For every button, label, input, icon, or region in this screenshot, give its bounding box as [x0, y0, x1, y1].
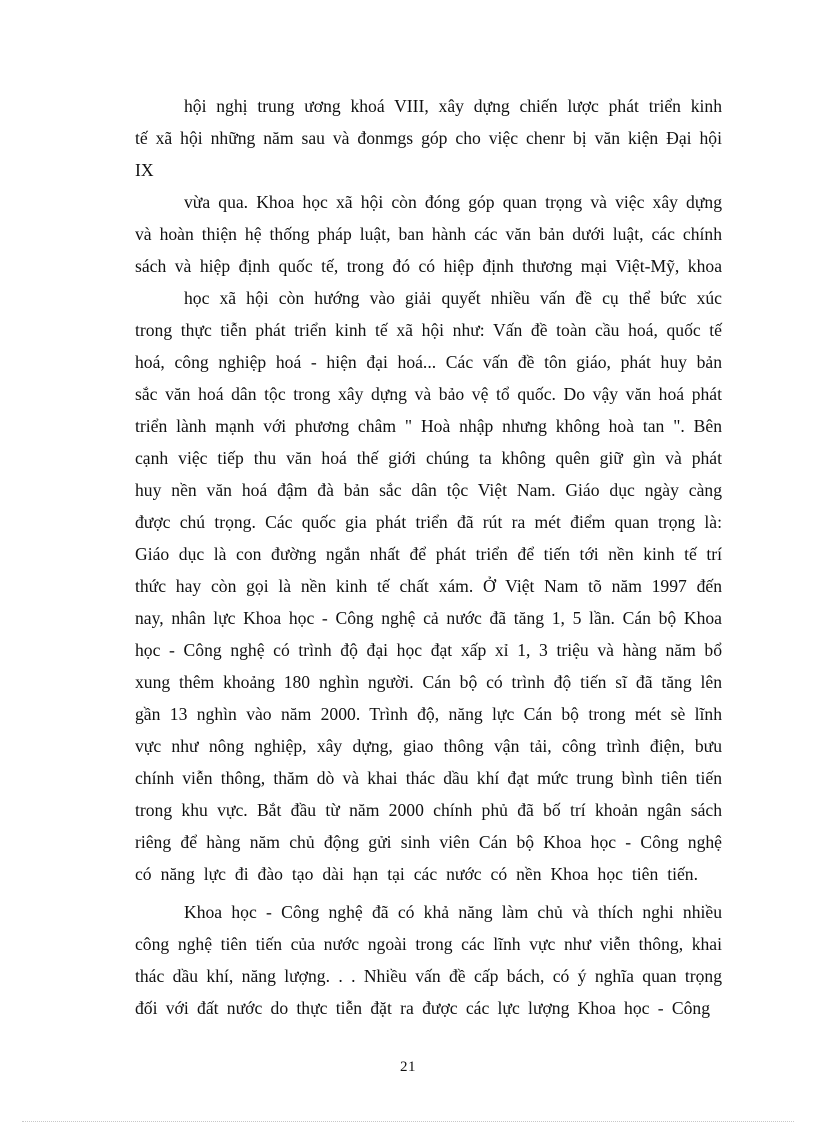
page-bottom-edge	[22, 1121, 794, 1122]
text-line-10: sắc văn hoá dân tộc trong xây dựng và bảo vệ tổ quốc. Do vậy văn hoá phát	[135, 384, 722, 404]
text-line-11: triển lành mạnh với phương châm " Hoà nhập nhưng không hoà tan ". Bên	[135, 416, 722, 436]
text-line-14: được chú trọng. Các quốc gia phát triển đã rút ra mét điểm quan trọng là:	[135, 512, 722, 532]
text-line-21: vực như nông nghiệp, xây dựng, giao thông vận tải, công trình điện, bưu	[135, 736, 722, 756]
text-line-6: sách và hiệp định quốc tế, trong đó có hiệp định thương mại Việt-Mỹ, khoa	[135, 256, 722, 276]
text-line-26: Khoa học - Công nghệ đã có khả năng làm chủ và thích nghi nhiều	[184, 902, 722, 922]
page-number: 21	[400, 1059, 416, 1075]
text-line-12: cạnh việc tiếp thu văn hoá thế giới chúng ta không quên giữ gìn và phát	[135, 448, 722, 468]
text-line-15: Giáo dục là con đường ngắn nhất để phát triển để tiến tới nền kinh tế trí	[135, 544, 722, 564]
text-line-27: công nghệ tiên tiến của nước ngoài trong các lĩnh vực như viễn thông, khai	[135, 934, 722, 954]
text-line-8: trong thực tiễn phát triển kinh tế xã hội như: Vấn đề toàn cầu hoá, quốc tế	[135, 320, 722, 340]
text-line-16: thức hay còn gọi là nền kinh tế chất xám. Ở Việt Nam tõ năm 1997 đến	[135, 576, 722, 596]
text-line-1: hội nghị trung ương khoá VIII, xây dựng chiến lược phát triển kinh	[184, 96, 722, 116]
text-line-25: có năng lực đi đào tạo dài hạn tại các nước có nền Khoa học tiên tiến.	[135, 864, 698, 884]
text-line-7: học xã hội còn hướng vào giải quyết nhiều vấn đề cụ thể bức xúc	[184, 288, 722, 308]
text-line-28: thác dầu khí, năng lượng. . . Nhiều vấn đề cấp bách, có ý nghĩa quan trọng	[135, 966, 722, 986]
text-line-3: IX	[135, 160, 154, 180]
text-line-4: vừa qua. Khoa học xã hội còn đóng góp quan trọng và việc xây dựng	[184, 192, 722, 212]
text-line-22: chính viễn thông, thăm dò và khai thác dầu khí đạt mức trung bình tiên tiến	[135, 768, 722, 788]
text-line-2: tế xã hội những năm sau và đonmgs góp cho việc chenr bị văn kiện Đại hội	[135, 128, 722, 148]
text-line-13: huy nền văn hoá đậm đà bản sắc dân tộc Việt Nam. Giáo dục ngày càng	[135, 480, 722, 500]
text-line-20: gần 13 nghìn vào năm 2000. Trình độ, năng lực Cán bộ trong mét sè lĩnh	[135, 704, 722, 724]
text-line-24: riêng để hàng năm chủ động gửi sinh viên Cán bộ Khoa học - Công nghệ	[135, 832, 722, 852]
text-line-5: và hoàn thiện hệ thống pháp luật, ban hành các văn bản dưới luật, các chính	[135, 224, 722, 244]
text-line-17: nay, nhân lực Khoa học - Công nghệ cả nước đã tăng 1, 5 lần. Cán bộ Khoa	[135, 608, 722, 628]
text-line-29: đối với đất nước do thực tiễn đặt ra được các lực lượng Khoa học - Công	[135, 998, 710, 1018]
text-line-23: trong khu vực. Bắt đầu từ năm 2000 chính phủ đã bố trí khoản ngân sách	[135, 800, 722, 820]
text-line-18: học - Công nghệ có trình độ đại học đạt xấp xỉ 1, 3 triệu và hàng năm bổ	[135, 640, 722, 660]
text-line-19: xung thêm khoảng 180 nghìn người. Cán bộ có trình độ tiến sĩ đã tăng lên	[135, 672, 722, 692]
text-line-9: hoá, công nghiệp hoá - hiện đại hoá... Các vấn đề tôn giáo, phát huy bản	[135, 352, 722, 372]
